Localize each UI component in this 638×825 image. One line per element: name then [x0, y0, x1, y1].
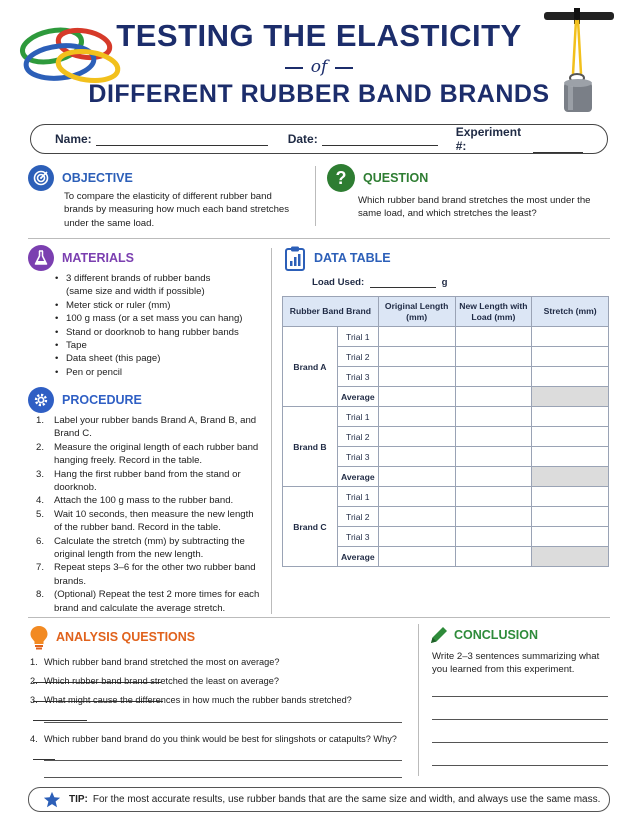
question-title: QUESTION [363, 171, 429, 185]
answer-line[interactable] [432, 742, 608, 743]
list-item: • Data sheet (this page) [53, 352, 273, 365]
title-line-3: DIFFERENT RUBBER BAND BRANDS [88, 80, 550, 108]
table-row [283, 407, 609, 427]
data-cell[interactable] [455, 347, 532, 367]
answer-line[interactable] [432, 696, 608, 697]
list-item: 5. Wait 10 seconds, then measure the new length of the rubber band. Record in the table. [36, 508, 254, 534]
brand-b-label: Brand B [283, 407, 338, 487]
answer-line[interactable] [432, 765, 608, 766]
data-cell[interactable] [378, 447, 455, 467]
average-stretch-cell[interactable] [532, 547, 609, 567]
trial-label: Trial 2 [337, 427, 378, 447]
answer-line[interactable] [44, 777, 402, 778]
list-item: 6. Calculate the stretch (mm) by subtracting the original length from the new length. [36, 535, 245, 561]
average-label: Average [337, 467, 378, 487]
data-cell[interactable] [378, 367, 455, 387]
analysis-question-2: 2. Which rubber band brand stretched the least on average? [30, 675, 410, 702]
materials-title: MATERIALS [62, 251, 134, 265]
materials-header [28, 245, 134, 271]
data-cell[interactable] [455, 487, 532, 507]
data-table-header [284, 245, 391, 271]
data-table-title: DATA TABLE [314, 251, 391, 265]
title-line-1: TESTING THE ELASTICITY [116, 18, 522, 53]
table-row [283, 327, 609, 347]
list-item: • Pen or pencil [53, 366, 273, 379]
list-item: 3. Hang the first rubber band from the stand or doorknob. [36, 468, 241, 494]
average-label: Average [337, 387, 378, 407]
tip-text: For the most accurate results, use rubber bands that are the same size and width, and always use the same mass. [92, 794, 601, 805]
list-item: 7. Repeat steps 3–6 for the other two rubber band brands. [36, 562, 256, 587]
objective-header [28, 165, 133, 191]
trial-label: Trial 3 [337, 447, 378, 467]
objective-text: To compare the elasticity of different rubber band brands by measuring how much each band stretches under the same load. [64, 191, 290, 229]
list-item: • Stand or doorknob to hang rubber bands [53, 326, 273, 339]
trial-label: Trial 1 [337, 327, 378, 347]
conclusion-title: CONCLUSION [454, 628, 539, 642]
average-stretch-cell[interactable] [532, 467, 609, 487]
materials-list [53, 272, 273, 379]
average-label: Average [337, 547, 378, 567]
gear-icon [28, 387, 54, 413]
data-cell[interactable] [532, 487, 609, 507]
question-text: Which rubber band brand stretches the most under the same load, and which stretches the least? [358, 195, 591, 220]
target-icon [28, 165, 54, 191]
objective-title: OBJECTIVE [62, 171, 133, 185]
data-cell[interactable] [378, 467, 455, 487]
table-row [283, 487, 609, 507]
data-cell[interactable] [378, 527, 455, 547]
answer-line[interactable] [33, 750, 55, 760]
name-label: Name: [55, 132, 92, 146]
analysis-header [28, 624, 195, 650]
clipboard-chart-icon [284, 245, 306, 271]
list-item: (same size and width if possible) [66, 286, 205, 298]
data-cell[interactable] [455, 367, 532, 387]
data-cell[interactable] [532, 407, 609, 427]
conclusion-header [428, 624, 538, 646]
list-item: • 100 g mass (or a set mass you can hang) [53, 312, 273, 325]
answer-line[interactable] [33, 711, 87, 721]
experiment-number-field[interactable] [456, 125, 583, 153]
data-cell[interactable] [378, 327, 455, 347]
list-item: 8. (Optional) Repeat the test 2 more times for each brand and calculate the average stretch. [36, 589, 260, 614]
list-item: 4. Attach the 100 g mass to the rubber band. [36, 495, 234, 507]
analysis-question-4: 4. Which rubber band brand do you think would be best for slingshots or catapults? Why? [30, 733, 410, 760]
data-cell[interactable] [455, 507, 532, 527]
data-cell[interactable] [532, 347, 609, 367]
data-cell[interactable] [455, 387, 532, 407]
data-cell[interactable] [378, 487, 455, 507]
data-cell[interactable] [378, 347, 455, 367]
data-cell[interactable] [378, 507, 455, 527]
trial-label: Trial 3 [337, 367, 378, 387]
tip-label: TIP: [69, 794, 88, 805]
list-item: • 3 different brands of rubber bands [53, 272, 273, 285]
header-stretch: Stretch (mm) [532, 297, 609, 327]
tip-box [28, 787, 610, 812]
flask-icon [28, 245, 54, 271]
trial-label: Trial 2 [337, 507, 378, 527]
list-item: 2. Measure the original length of each rubber band hanging freely. Record in the table. [36, 441, 259, 467]
load-unit: g [441, 277, 448, 288]
conclusion-text: Write 2–3 sentences summarizing what you learned from this experiment. [432, 651, 600, 676]
data-cell[interactable] [378, 547, 455, 567]
procedure-header [28, 387, 142, 413]
trial-label: Trial 1 [337, 487, 378, 507]
answer-line[interactable] [44, 760, 402, 761]
brand-a-label: Brand A [283, 327, 338, 407]
name-field[interactable] [55, 132, 268, 146]
trial-label: Trial 1 [337, 407, 378, 427]
data-cell[interactable] [455, 407, 532, 427]
data-cell[interactable] [378, 387, 455, 407]
brand-c-label: Brand C [283, 487, 338, 567]
star-icon [43, 791, 61, 809]
data-cell[interactable] [455, 467, 532, 487]
data-cell[interactable] [532, 427, 609, 447]
load-used-label: Load Used: [312, 277, 365, 288]
procedure-list [36, 414, 264, 615]
question-header [327, 164, 428, 192]
list-item: 1. Label your rubber bands Brand A, Brand B, and Brand C. [36, 415, 257, 440]
header-original-length: Original Length (mm) [378, 297, 455, 327]
data-cell[interactable] [455, 527, 532, 547]
list-item: • Tape [53, 339, 273, 352]
analysis-question-1: 1. Which rubber band brand stretched the most on average? [30, 656, 410, 683]
header-brand: Rubber Band Brand [283, 297, 379, 327]
load-used-field[interactable] [312, 277, 447, 288]
lightbulb-icon [28, 624, 50, 650]
data-cell[interactable] [455, 447, 532, 467]
data-cell[interactable] [378, 427, 455, 447]
data-cell[interactable] [532, 507, 609, 527]
data-cell[interactable] [455, 327, 532, 347]
data-cell[interactable] [455, 547, 532, 567]
trial-label: Trial 3 [337, 527, 378, 547]
data-cell[interactable] [378, 407, 455, 427]
experiment-label: Experiment #: [455, 125, 522, 153]
analysis-question-3: 3. What might cause the differences in how much the rubber bands stretched? [30, 694, 410, 721]
analysis-title: ANALYSIS QUESTIONS [56, 630, 196, 644]
list-item: • Meter stick or ruler (mm) [53, 299, 273, 312]
data-cell[interactable] [455, 427, 532, 447]
date-label: Date: [287, 132, 318, 146]
header-new-length: New Length with Load (mm) [455, 297, 532, 327]
data-cell[interactable] [532, 447, 609, 467]
data-cell[interactable] [532, 367, 609, 387]
answer-line[interactable] [432, 719, 608, 720]
table-header-row [283, 297, 609, 327]
data-cell[interactable] [532, 327, 609, 347]
question-mark-icon: ? [327, 164, 355, 192]
name-date-bar [30, 124, 608, 154]
answer-line[interactable] [44, 722, 402, 723]
title-line-2: of [0, 57, 638, 77]
pencil-icon [428, 624, 450, 646]
date-field[interactable] [288, 132, 438, 146]
trial-label: Trial 2 [337, 347, 378, 367]
data-table [282, 296, 609, 567]
data-cell[interactable] [532, 527, 609, 547]
average-stretch-cell[interactable] [532, 387, 609, 407]
procedure-title: PROCEDURE [62, 393, 142, 407]
